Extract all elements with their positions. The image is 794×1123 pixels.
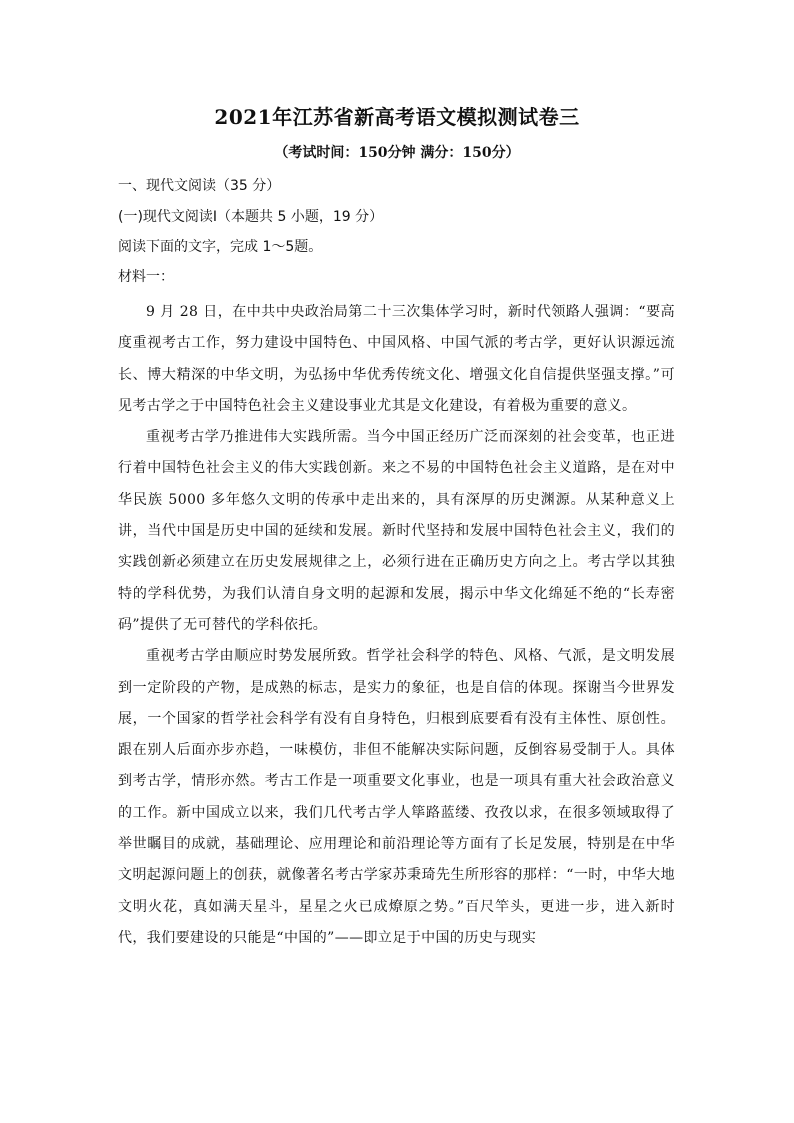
subsection-heading: (一)现代文阅读Ⅰ（本题共 5 小题，19 分） (118, 209, 384, 225)
exam-subtitle: （考试时间：150分钟 满分：150分） (274, 145, 520, 161)
section-heading: 一、现代文阅读（35 分） (118, 178, 281, 194)
article-body (118, 297, 675, 954)
exam-title: 2021年江苏省新高考语文模拟测试卷三 (214, 105, 580, 129)
paragraph-2: 重视考古学乃推进伟大实践所需。当今中国正经历广泛而深刻的社会变革，也正进行着中国特色社会主义的伟大实践创新。来之不易的中国特色社会主义道路，是在对中华民族 5000 多年悠久文明的传承中走出来的，具有深厚的历史渊源。从某种意义上讲，当代中国是历史中国的延续和发展。新时代坚持和发展中国特色社会主义，我们的实践创新必须建立在历史发展规律之上，必须行进在正确历史方向之上。考古学以其独特的学科优势，为我们认清自身文明的起源和发展，揭示中华文化绵延不绝的“长寿密码”提供了无可替代的学科依托。 (118, 429, 675, 633)
paragraph-3: 重视考古学由顺应时势发展所致。哲学社会科学的特色、风格、气派，是文明发展到一定阶段的产物，是成熟的标志，是实力的象征，也是自信的体现。探谢当今世界发展，一个国家的哲学社会科学有没有自身特色，归根到底要看有没有主体性、原创性。跟在别人后面亦步亦趋，一味模仿，非但不能解决实际问题，反倒容易受制于人。具体到考古学，情形亦然。考古工作是一项重要文化事业，也是一项具有重大社会政治意义的工作。新中国成立以来，我们几代考古学人筚路蓝缕、孜孜以求，在很多领域取得了举世瞩目的成就，基础理论、应用理论和前沿理论等方面有了长足发展，特别是在中华文明起源问题上的创获，就像著名考古学家苏秉琦先生所形容的那样：“一时，中华大地文明火花，真如满天星斗，星星之火已成燎原之势。”百尺竿头，更进一步，进入新时代，我们要建设的只能是“中国的”——即立足于中国的历史与现实 (118, 648, 675, 946)
reading-instruction: 阅读下面的文字，完成 1～5题。 (118, 239, 323, 255)
paragraph-1: 9 月 28 日，在中共中央政治局第二十三次集体学习时，新时代领路人强调：“要高度重视考古工作，努力建设中国特色、中国风格、中国气派的考古学，更好认识源远流长、博大精深的中华文明，为弘扬中华优秀传统文化、增强文化自信提供坚强支撑。”可见考古学之于中国特色社会主义建设事业尤其是文化建设，有着极为重要的意义。 (118, 304, 675, 414)
material-label: 材料一： (118, 269, 174, 285)
